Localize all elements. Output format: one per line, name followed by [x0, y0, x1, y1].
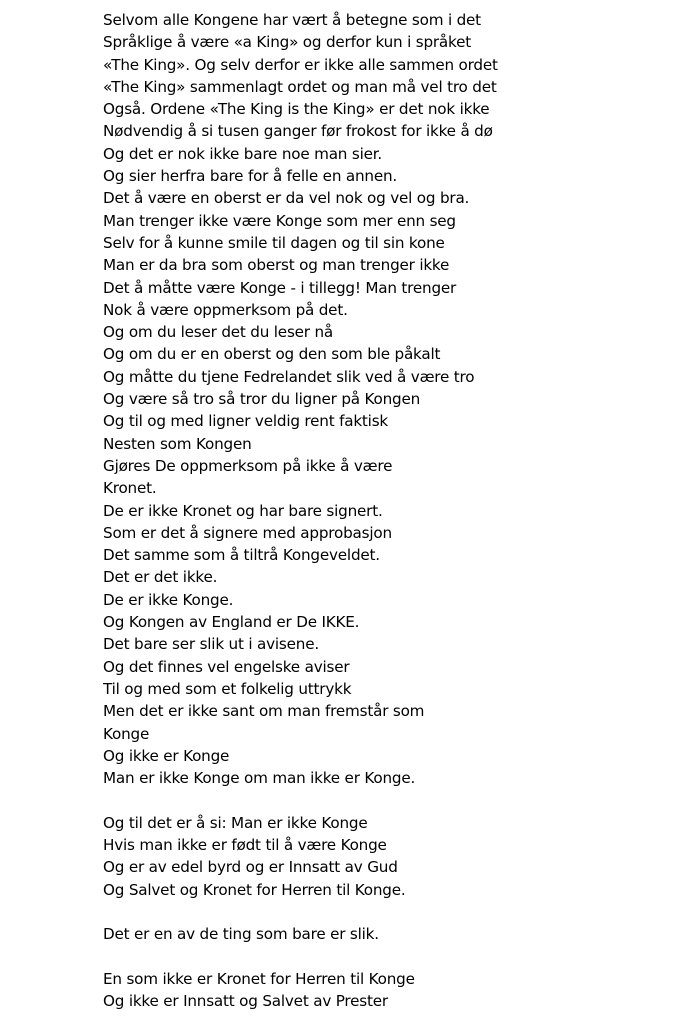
text-line: Selvom alle Kongene har vært å betegne som i det — [103, 11, 481, 29]
text-line: En som ikke er Kronet for Herren til Konge — [103, 969, 415, 988]
text-line: Og sier herfra bare for å felle en annen. — [103, 167, 398, 186]
text-line: Og måtte du tjene Fedrelandet slik ved å være tro — [103, 367, 475, 386]
text-line: Og til det er å si: Man er ikke Konge — [103, 813, 368, 832]
text-line: De er ikke Kronet og har bare signert. — [103, 501, 383, 520]
text-line: Og det er nok ikke bare noe man sier. — [103, 144, 383, 163]
text-line: «The King». Og selv derfor er ikke alle sammen ordet — [103, 55, 498, 74]
text-line: Og Salvet og Kronet for Herren til Konge. — [103, 880, 406, 899]
text-line: De er ikke Konge. — [103, 590, 234, 609]
text-line: Nødvendig å si tusen ganger før frokost for ikke å dø — [103, 122, 493, 141]
text-line: Man er ikke Konge om man ikke er Konge. — [103, 769, 416, 788]
stanza — [103, 9, 663, 789]
text-line: Og ikke er Innsatt og Salvet av Prester — [103, 992, 388, 1011]
text-line: Og om du leser det du leser nå — [103, 323, 334, 342]
text-line: Som er det å signere med approbasjon — [103, 523, 392, 542]
text-line: Konge — [103, 724, 150, 743]
text-line: Og om du er en oberst og den som ble påkalt — [103, 345, 441, 364]
stanza — [103, 812, 663, 901]
text-line: Og være så tro så tror du ligner på Kongen — [103, 390, 421, 409]
stanza — [103, 968, 663, 1013]
text-line: Det å måtte være Konge - i tillegg! Man trenger — [103, 278, 457, 297]
poem-text — [103, 9, 663, 1035]
text-line: Selv for å kunne smile til dagen og til sin kone — [103, 233, 445, 252]
text-line: Språklige å være «a King» og derfor kun i språket — [103, 33, 471, 52]
text-line: Man trenger ikke være Konge som mer enn seg — [103, 211, 456, 230]
text-line: Og er av edel byrd og er Innsatt av Gud — [103, 858, 398, 877]
text-line: Det bare ser slik ut i avisene. — [103, 635, 319, 654]
text-line: Det å være en oberst er da vel nok og vel og bra. — [103, 189, 470, 208]
text-line: Men det er ikke sant om man fremstår som — [103, 702, 425, 721]
stanza — [103, 923, 663, 945]
text-line: Og det finnes vel engelske aviser — [103, 657, 350, 676]
text-line: Og til og med ligner veldig rent faktisk — [103, 412, 389, 431]
text-line: Det er det ikke. — [103, 568, 218, 587]
text-line: «The King» sammenlagt ordet og man må vel tro det — [103, 77, 497, 96]
text-line: Det er en av de ting som bare er slik. — [103, 925, 379, 944]
text-line: Til og med som et folkelig uttrykk — [103, 679, 352, 698]
text-line: Man er da bra som oberst og man trenger ikke — [103, 256, 450, 275]
text-line: Også. Ordene «The King is the King» er det nok ikke — [103, 100, 490, 119]
text-line: Hvis man ikke er født til å være Konge — [103, 835, 387, 854]
text-line: Og Kongen av England er De IKKE. — [103, 613, 360, 632]
text-line: Kronet. — [103, 479, 157, 498]
text-line: Det samme som å tiltrå Kongeveldet. — [103, 546, 380, 565]
text-line: Gjøres De oppmerksom på ikke å være — [103, 456, 393, 475]
text-line: Og ikke er Konge — [103, 746, 230, 765]
text-line: Nok å være oppmerksom på det. — [103, 300, 348, 319]
text-line: Nesten som Kongen — [103, 434, 252, 453]
